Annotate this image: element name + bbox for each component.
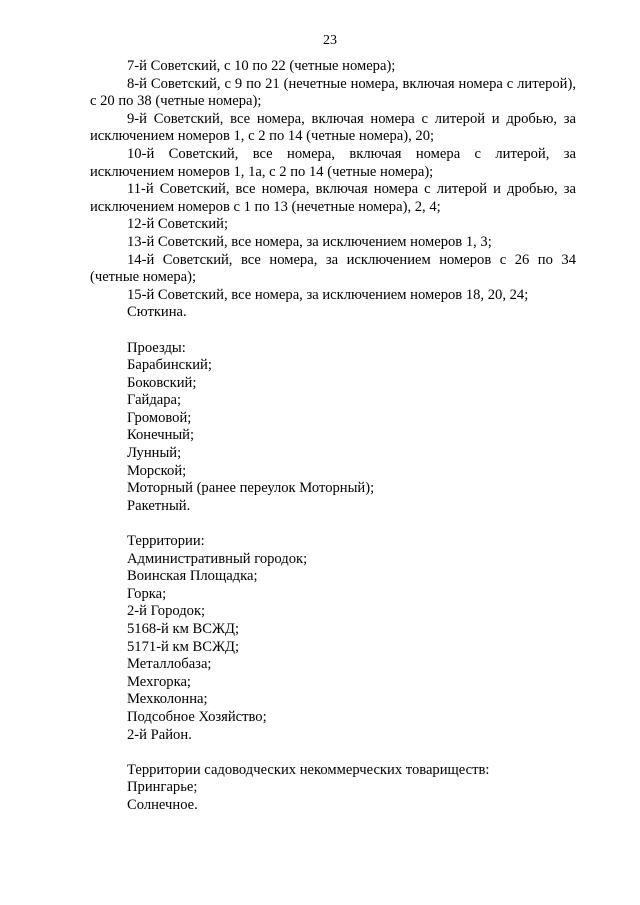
street-entry: 8-й Советский, с 9 по 21 (нечетные номера, включая номера с литерой), с 20 по 38 (четные номера); xyxy=(90,75,576,110)
list-item: Гайдара; xyxy=(127,392,182,409)
garden-territories-section xyxy=(90,762,576,815)
list-item: Конечный; xyxy=(127,427,195,444)
section-heading: Территории садоводческих некоммерческих товариществ: xyxy=(127,761,490,778)
street-entry: 13-й Советский, все номера, за исключением номеров 1, 3; xyxy=(127,233,492,250)
list-item: 5171-й км ВСЖД; xyxy=(127,638,240,655)
street-entry: 15-й Советский, все номера, за исключением номеров 18, 20, 24; xyxy=(127,286,529,303)
list-item: Подсобное Хозяйство; xyxy=(127,708,267,725)
list-item: Морской; xyxy=(127,462,187,479)
list-item: Мехгорка; xyxy=(127,673,191,690)
passages-section xyxy=(90,340,576,516)
list-item: Лунный; xyxy=(127,445,182,462)
list-item: Громовой; xyxy=(127,409,192,426)
list-item: Барабинский; xyxy=(127,357,212,374)
list-item: Солнечное. xyxy=(127,796,198,813)
streets-section xyxy=(90,58,576,322)
list-item: Моторный (ранее переулок Моторный); xyxy=(127,480,375,497)
list-item: Прингарье; xyxy=(127,779,198,796)
list-item: Мехколонна; xyxy=(127,691,208,708)
street-entry: 11-й Советский, все номера, включая номера с литерой и дробью, за исключением номеров с 1 по 13 (нечетные номера), 2, 4; xyxy=(90,181,576,215)
list-item: 2-й Район. xyxy=(127,726,192,743)
page-number: 23 xyxy=(323,33,337,48)
street-entry: 7-й Советский, с 10 по 22 (четные номера); xyxy=(127,58,396,74)
list-item: Боковский; xyxy=(127,374,197,391)
document-body xyxy=(90,58,576,815)
section-heading: Проезды: xyxy=(127,339,186,356)
street-entry: Сюткина. xyxy=(127,304,187,321)
list-item: 5168-й км ВСЖД; xyxy=(127,621,240,637)
territories-section xyxy=(90,533,576,744)
list-item: Административный городок; xyxy=(127,550,308,567)
list-item: 2-й Городок; xyxy=(127,603,206,620)
list-item: Металлобаза; xyxy=(127,656,212,673)
section-heading: Территории: xyxy=(127,533,205,550)
list-item: Ракетный. xyxy=(127,497,191,514)
street-entry: 10-й Советский, все номера, включая номера с литерой, за исключением номеров 1, 1а, с 2 по 14 (четные номера); xyxy=(90,145,576,180)
street-entry: 14-й Советский, все номера, за исключением номеров с 26 по 34 (четные номера); xyxy=(90,251,576,286)
list-item: Горка; xyxy=(127,585,167,602)
street-entry: 12-й Советский; xyxy=(127,216,229,233)
list-item: Воинская Площадка; xyxy=(127,568,258,585)
street-entry: 9-й Советский, все номера, включая номера с литерой и дробью, за исключением номеров 1, с 2 по 14 (четные номера), 20; xyxy=(90,110,576,145)
